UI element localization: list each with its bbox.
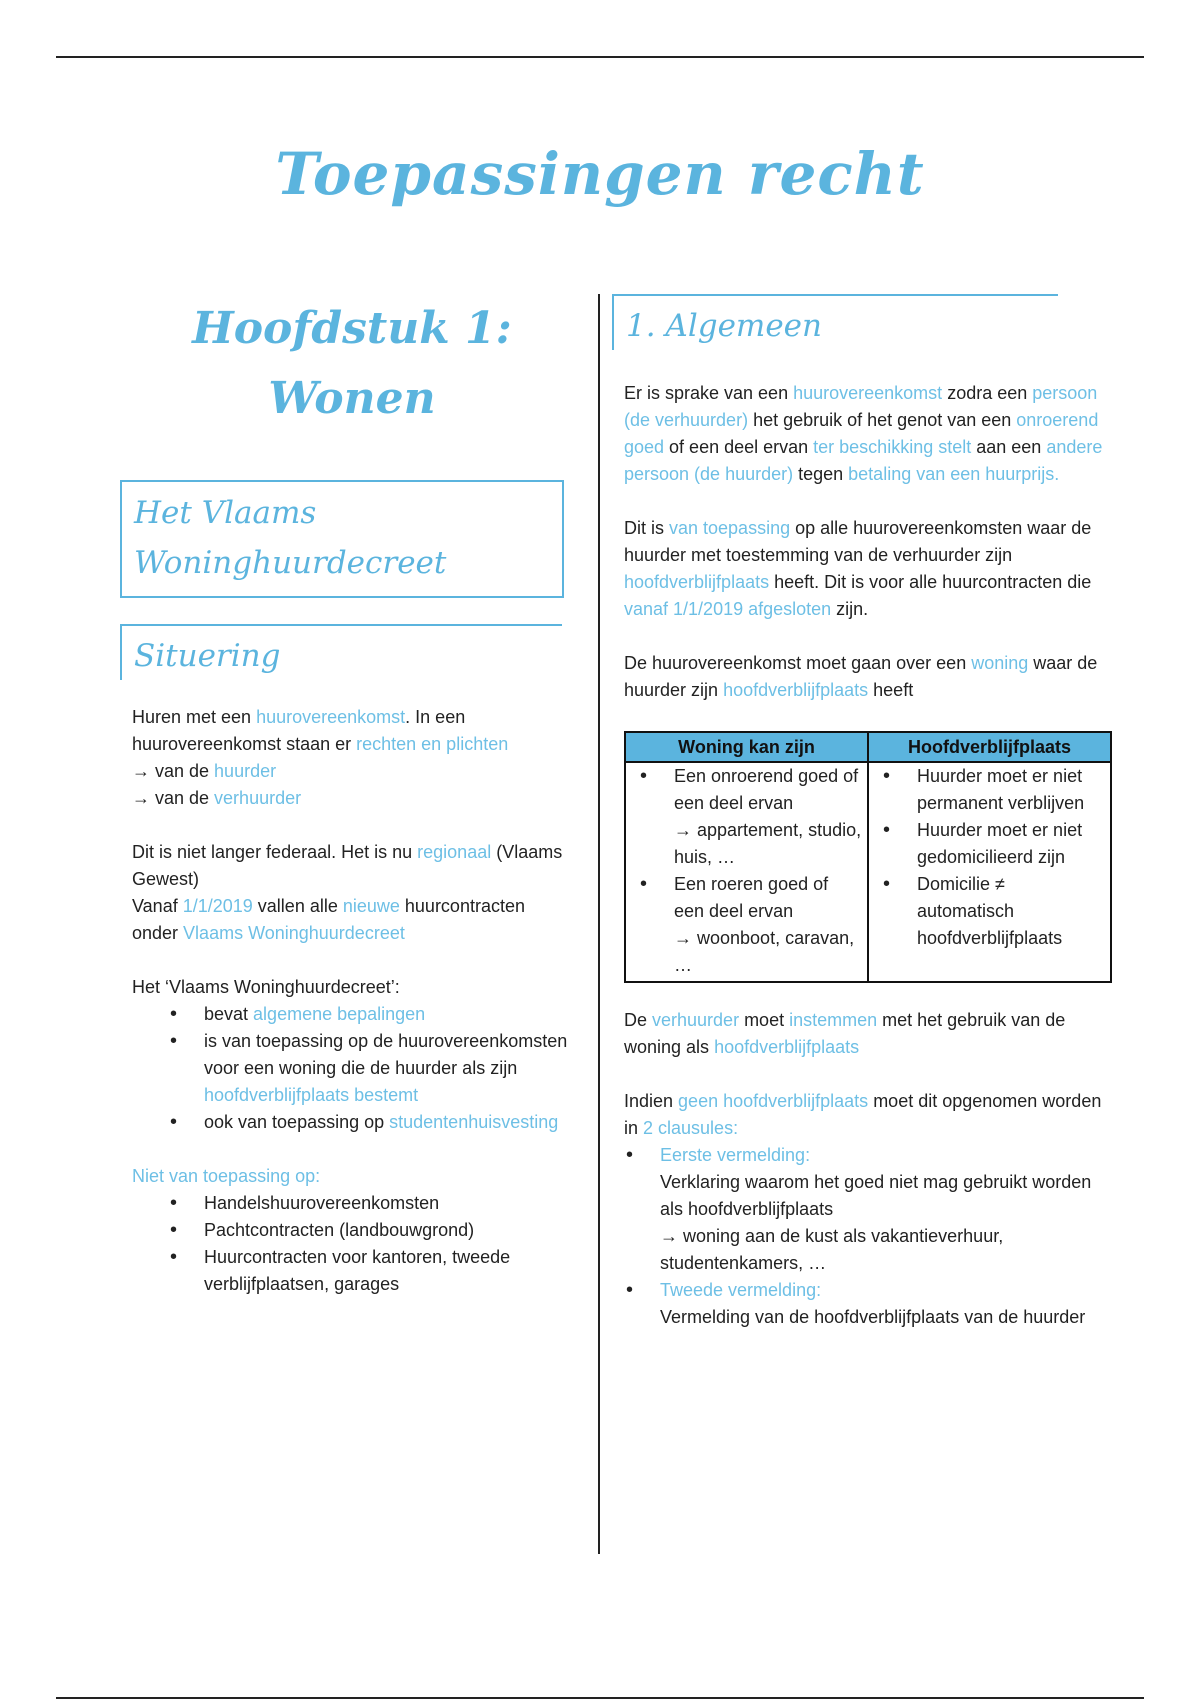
list-item: • Een roeren goed of een deel ervan → woonboot, caravan, … [630,871,863,979]
arrow-line-huurder: → van de huurder [132,761,277,781]
situering-paragraph-2: Dit is niet langer federaal. Het is nu regionaal (Vlaams Gewest) [132,842,563,889]
algemeen-paragraph-3: De huurovereenkomst moet gaan over een woning waar de huurder zijn hoofdverblijfplaats heeft [624,653,1098,700]
decree-line-1: Het Vlaams [134,495,317,531]
list-item: • Eerste vermelding: Verklaring waarom het goed niet mag gebruikt worden als hoofdverblijfplaats → woning aan de kust als vakantieverhuur, studentenkamers, … [624,1142,1114,1277]
bottom-rule [56,1697,1144,1699]
top-rule [56,56,1144,58]
algemeen-heading: 1. Algemeen [612,294,1058,350]
algemeen-paragraph-4: De verhuurder moet instemmen met het gebruik van de woning als hoofdverblijfplaats [624,1010,1066,1057]
list-item: • Huurcontracten voor kantoren, tweede verblijfplaatsen, garages [132,1244,572,1298]
list-item: • ook van toepassing op studentenhuisvesting [132,1109,572,1136]
woning-table [624,731,1112,983]
list-item: • is van toepassing op de huurovereenkomsten voor een woning die de huurder als zijn hoofdverblijfplaats bestemt [132,1028,572,1109]
not-applicable-list [132,1190,572,1298]
list-item: • bevat algemene bepalingen [132,1001,572,1028]
right-column [624,290,1114,1331]
decree-heading-box [120,480,564,598]
algemeen-paragraph-2: Dit is van toepassing op alle huurovereenkomsten waar de huurder met toestemming van de verhuurder zijn hoofdverblijfplaats heeft. Dit is voor alle huurcontracten die vanaf 1/1/2019 afgesloten zijn. [624,518,1092,619]
table-header-hoofdverblijfplaats: Hoofdverblijfplaats [868,732,1111,762]
list-item: • Domicilie ≠ automatisch hoofdverblijfplaats [873,871,1106,952]
not-applicable-label: Niet van toepassing op: [132,1166,321,1186]
list-item: • Handelshuurovereenkomsten [132,1190,572,1217]
chapter-line-1: Hoofdstuk 1: [192,303,512,354]
left-column [132,290,572,1298]
list-item: • Pachtcontracten (landbouwgrond) [132,1217,572,1244]
situering-heading: Situering [120,624,562,680]
arrow-line-verhuurder: → van de verhuurder [132,788,302,808]
situering-paragraph-1: Huren met een huurovereenkomst. In een huurovereenkomst staan er rechten en plichten [132,707,509,754]
list-item: • Tweede vermelding: Vermelding van de hoofdverblijfplaats van de huurder [624,1277,1114,1331]
table-header-woning: Woning kan zijn [625,732,868,762]
decree-intro: Het ‘Vlaams Woninghuurdecreet’: [132,977,400,997]
decree-line-2: Woninghuurdecreet [134,545,447,581]
chapter-heading [132,294,572,434]
list-item: • Huurder moet er niet gedomicilieerd zijn [873,817,1106,871]
algemeen-paragraph-5: Indien geen hoofdverblijfplaats moet dit opgenomen worden in 2 clausules: [624,1091,1102,1138]
chapter-line-2: Wonen [268,373,436,424]
table-cell-hoofdverblijfplaats [868,762,1111,982]
list-item: • Huurder moet er niet permanent verblijven [873,763,1106,817]
clauses-list [624,1142,1114,1331]
column-divider [598,294,600,1554]
table-cell-woning [625,762,868,982]
list-item: • Een onroerend goed of een deel ervan → appartement, studio, huis, … [630,763,863,871]
algemeen-paragraph-1: Er is sprake van een huurovereenkomst zodra een persoon (de verhuurder) het gebruik of het genot van een onroerend goed of een deel ervan ter beschikking stelt aan een andere persoon (de huurder) tegen betaling van een huurprijs. [624,383,1103,484]
page-title: Toepassingen recht [275,140,925,208]
situering-paragraph-3: Vanaf 1/1/2019 vallen alle nieuwe huurcontracten onder Vlaams Woninghuurdecreet [132,896,525,943]
decree-bullets [132,1001,572,1136]
